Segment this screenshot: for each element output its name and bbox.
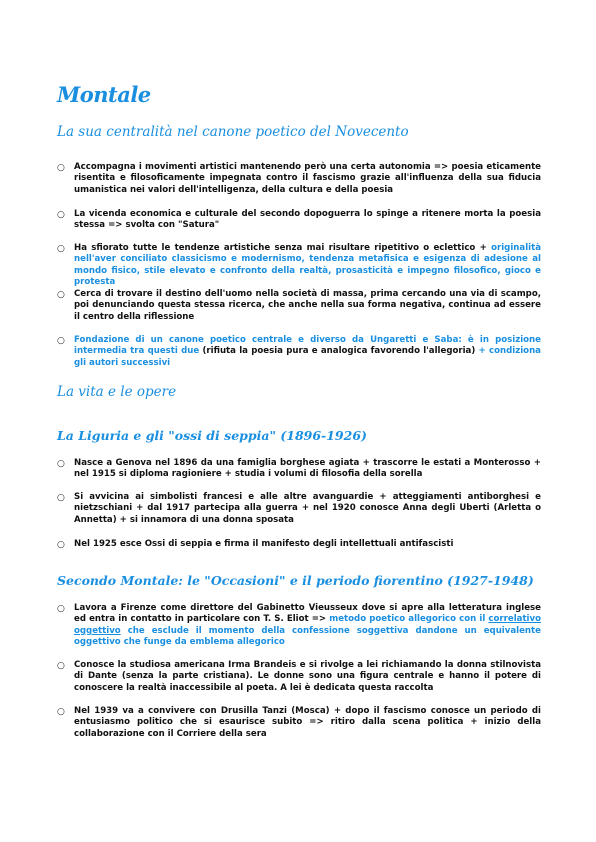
list-item-text: Nel 1939 va a convivere con Drusilla Tanzi (Mosca) + dopo il fascismo conosce un periodo di entusiasmo politico che si esaurisce subito => ritiro dalla scena politica + inizio della collaborazione con il Corriere della sera bbox=[74, 706, 541, 739]
list-item-text-part: Ha sfiorato tutte le tendenze artistiche senza mai risultare ripetitivo o eclettico + bbox=[74, 243, 492, 253]
page-title: Montale bbox=[57, 82, 151, 107]
list-item bbox=[57, 162, 541, 196]
bullet-icon: ○ bbox=[57, 604, 65, 614]
list-item bbox=[57, 706, 541, 740]
list-item-text bbox=[74, 335, 541, 369]
list-item bbox=[57, 335, 541, 369]
subsection-heading-liguria: La Liguria e gli "ossi di seppia" (1896-1926) bbox=[57, 428, 367, 443]
bullet-icon: ○ bbox=[57, 661, 65, 671]
list-item-text: Conosce la studiosa americana Irma Brandeis e si rivolge a lei richiamando la donna stilnovista di Dante (senza la parte cristiana). Le donne sono una figura centrale e hanno il potere di conoscere la realtà inaccessibile al poeta. A lei è dedicata questa raccolta bbox=[74, 660, 541, 693]
underlined-term: correlativo oggettivo bbox=[74, 614, 541, 636]
list-item-text-part: (rifiuta la poesia pura e analogica favorendo l'allegoria) bbox=[199, 346, 479, 357]
list-item bbox=[57, 243, 541, 289]
highlight-text: + condiziona gli autori successivi bbox=[74, 346, 541, 368]
list-item-text: Accompagna i movimenti artistici mantenendo però una certa autonomia => poesia eticamente risentita e filosoficamente impegnata contro il fascismo grazie all'influenza della sua fiducia umanistica nei valori dell'intelligenza, della cultura e della poesia bbox=[74, 162, 541, 195]
section-heading-centralita: La sua centralità nel canone poetico del Novecento bbox=[57, 124, 409, 140]
list-item-text bbox=[74, 243, 541, 289]
bullet-icon: ○ bbox=[57, 540, 65, 550]
bullet-icon: ○ bbox=[57, 163, 65, 173]
list-item-text: Nel 1925 esce Ossi di seppia e firma il manifesto degli intellettuali antifascisti bbox=[74, 539, 454, 549]
list-item-text-part: Lavora a Firenze come direttore del Gabinetto Vieusseux dove si apre alla letteratura inglese ed entra in contatto in particolare con T. S. Eliot => bbox=[74, 603, 541, 625]
list-item bbox=[57, 458, 541, 481]
list-item-text: Si avvicina ai simbolisti francesi e alle altre avanguardie + atteggiamenti antiborghesi e nietzschiani + dal 1917 partecipa alla guerra + nel 1920 conosce Anna degli Uberti (Arletta o Annetta) + si innamora di una donna sposata bbox=[74, 492, 541, 525]
bullet-icon: ○ bbox=[57, 493, 65, 503]
list-item bbox=[57, 209, 541, 232]
list-item-text bbox=[74, 603, 541, 649]
highlight-text: che esclude il momento della confessione soggettiva dandone un equivalente oggettivo che funge da emblema allegorico bbox=[74, 625, 541, 648]
highlight-text: originalità nell'aver conciliato classicismo e modernismo, tendenza metafisica e esigenza di adesione al mondo fisico, stile elevato e confronto della realtà, prosasticità e impegno filosofico, gioco e protesta bbox=[74, 243, 541, 288]
list-item-text: La vicenda economica e culturale del secondo dopoguerra lo spinge a ritenere morta la poesia stessa => svolta con "Satura" bbox=[74, 209, 541, 231]
bullet-icon: ○ bbox=[57, 290, 65, 300]
bullet-icon: ○ bbox=[57, 336, 65, 346]
list-item bbox=[57, 289, 541, 323]
section-heading-vita-opere: La vita e le opere bbox=[57, 384, 177, 400]
list-item bbox=[57, 660, 541, 694]
bullet-icon: ○ bbox=[57, 707, 65, 717]
list-item bbox=[57, 492, 541, 526]
list-item-text: Nasce a Genova nel 1896 da una famiglia borghese agiata + trascorre le estati a Monterosso + nel 1915 si diploma ragioniere + studia i volumi di filosofia della sorella bbox=[74, 458, 541, 480]
highlight-text: Fondazione di un canone poetico centrale e diverso da Ungaretti e Saba: è in posizione intermedia tra questi due bbox=[74, 335, 541, 357]
list-item-text: Cerca di trovare il destino dell'uomo nella società di massa, prima cercando una via di scampo, poi denunciando questa stessa ricerca, che anche nella sua forma negativa, continua ad essere il centro della riflessione bbox=[74, 289, 541, 322]
list-item bbox=[57, 539, 541, 550]
highlight-text: metodo poetico allegorico con il bbox=[329, 614, 489, 625]
bullet-icon: ○ bbox=[57, 210, 65, 220]
list-item bbox=[57, 603, 541, 649]
bullet-icon: ○ bbox=[57, 459, 65, 469]
subsection-heading-occasioni: Secondo Montale: le "Occasioni" e il periodo fiorentino (1927-1948) bbox=[57, 573, 534, 588]
bullet-icon: ○ bbox=[57, 244, 65, 254]
